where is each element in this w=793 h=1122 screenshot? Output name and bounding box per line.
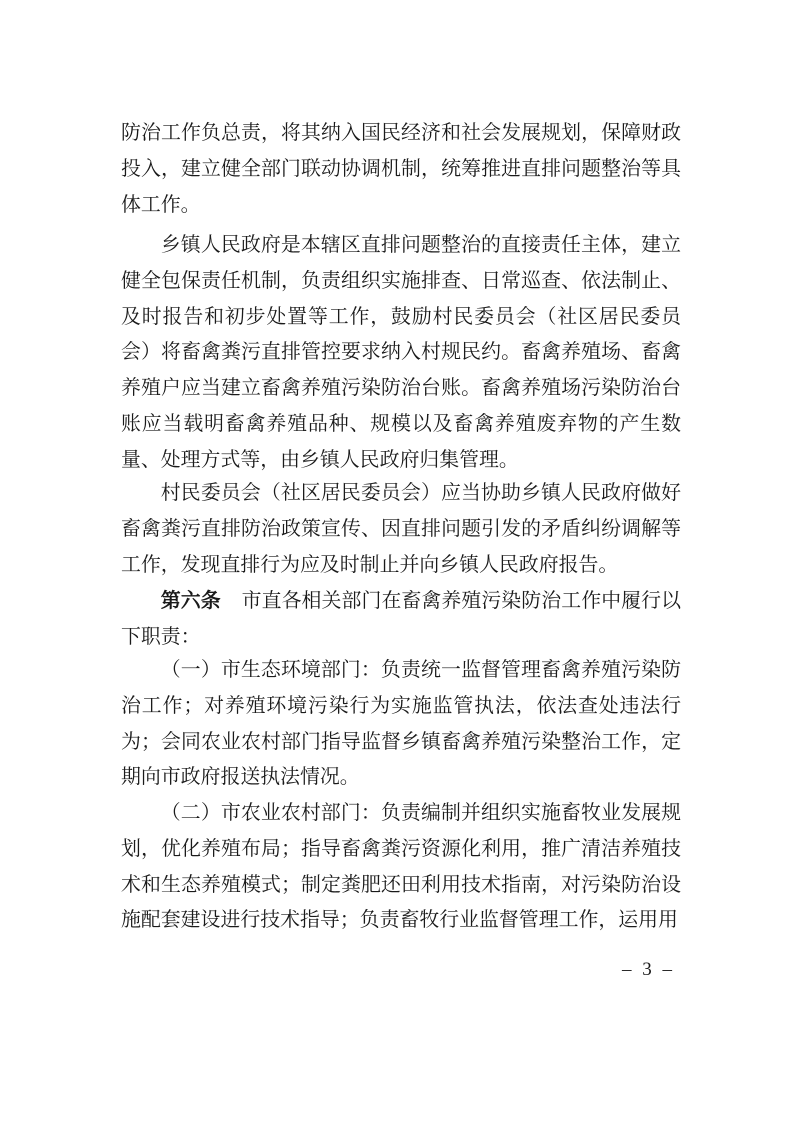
paragraph-village-committee: 村民委员会（社区居民委员会）应当协助乡镇人民政府做好畜禽粪污直排防治政策宣传、因直排问题引发的矛盾纠纷调解等工作，发现直排行为应及时制止并向乡镇人民政府报告。 <box>121 482 681 576</box>
paragraph-article-six <box>121 584 681 656</box>
article-six-text: 市直各相关部门在畜禽养殖污染防治工作中履行以下职责： <box>121 590 682 648</box>
page-number: – 3 – <box>622 959 675 980</box>
paragraph-township-government: 乡镇人民政府是本辖区直排问题整治的直接责任主体，建立健全包保责任机制，负责组织实施排查、日常巡查、依法制止、及时报告和初步处置等工作，鼓励村民委员会（社区居民委员会）将畜禽粪污直排管控要求纳入村规民约。畜禽养殖场、畜禽养殖户应当建立畜禽养殖污染防治台账。畜禽养殖场污染防治台账应当载明畜禽养殖品种、规模以及畜禽养殖废弃物的产生数量、处理方式等，由乡镇人民政府归集管理。 <box>121 234 681 471</box>
paragraph-continuation: 防治工作负总责，将其纳入国民经济和社会发展规划，保障财政投入，建立健全部门联动协调机制，统筹推进直排问题整治等具体工作。 <box>121 122 681 216</box>
paragraph-item-two-agriculture-dept: （二）市农业农村部门：负责编制并组织实施畜牧业发展规划，优化养殖布局；指导畜禽粪污资源化利用，推广清洁养殖技术和生态养殖模式；制定粪肥还田利用技术指南，对污染防治设施配套建设进行技术指导；负责畜牧行业监督管理工作，运用用 <box>121 802 681 932</box>
paragraph-item-one-ecology-dept: （一）市生态环境部门：负责统一监督管理畜禽养殖污染防治工作；对养殖环境污染行为实施监管执法，依法查处违法行为；会同农业农村部门指导监督乡镇畜禽养殖污染整治工作，定期向市政府报送执法情况。 <box>121 659 681 789</box>
article-six-number: 第六条 <box>160 590 221 612</box>
